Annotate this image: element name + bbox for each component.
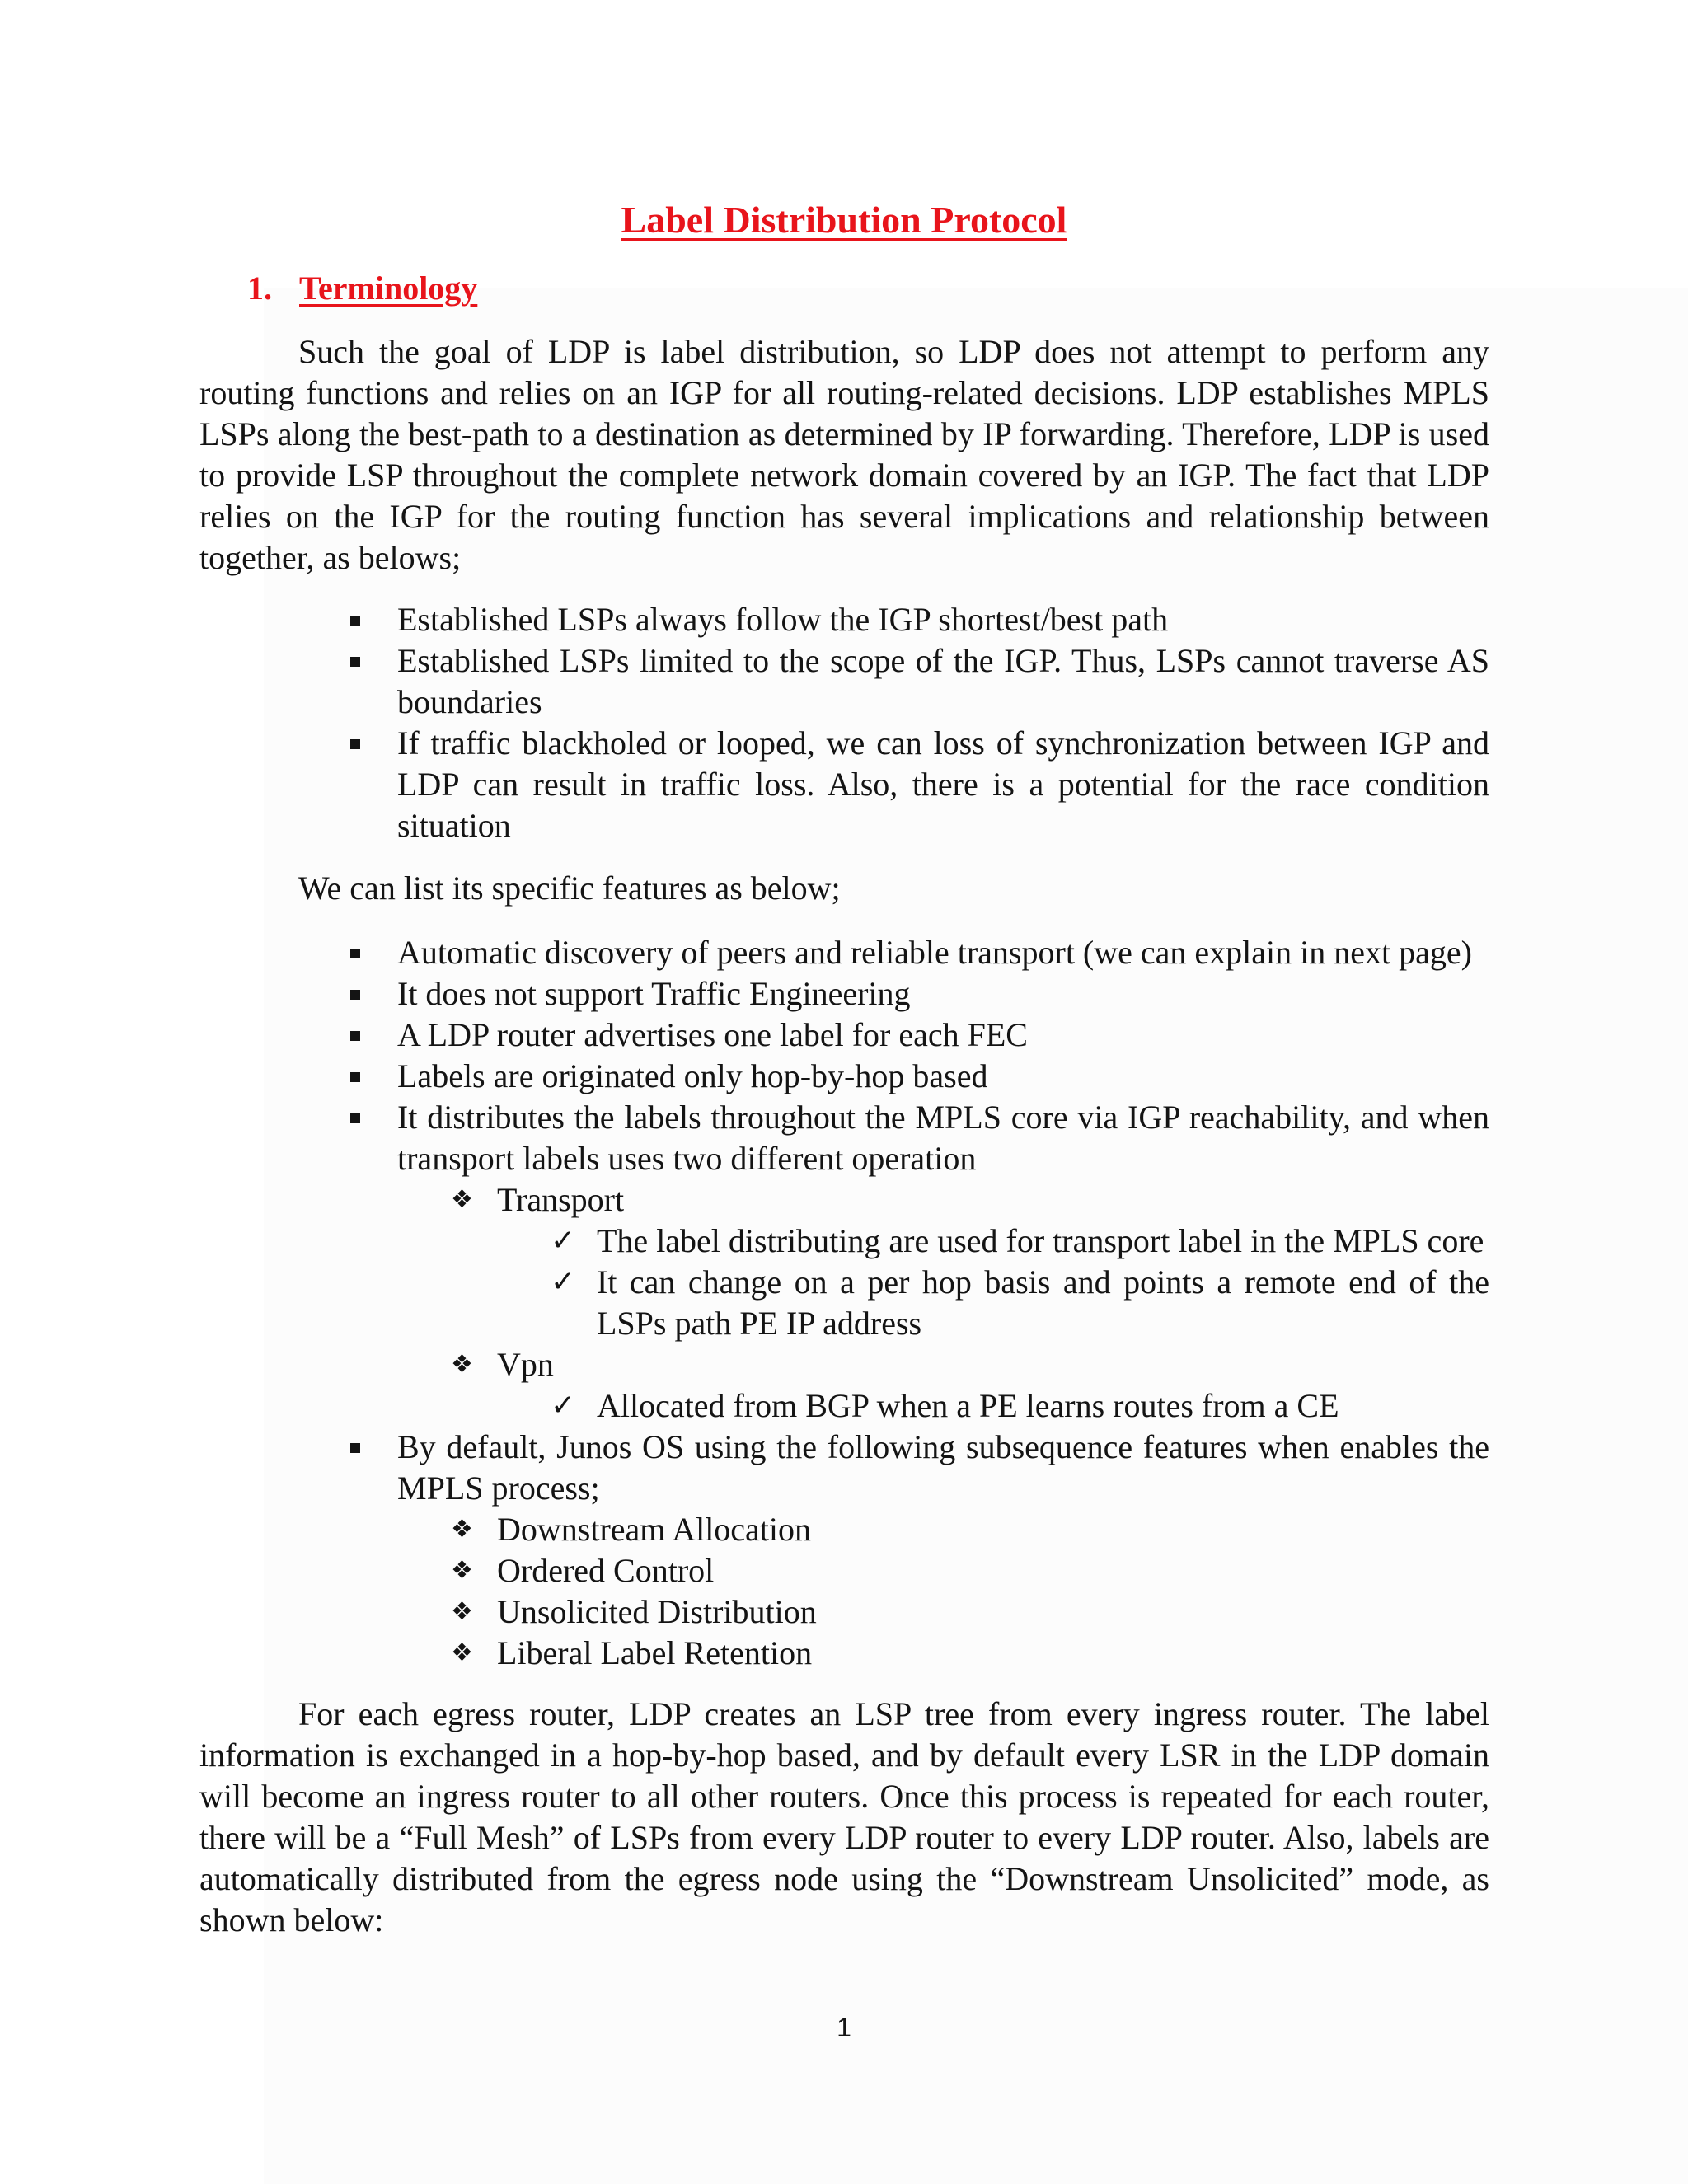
list-item: It does not support Traffic Engineering: [397, 973, 1489, 1015]
list-item: Labels are originated only hop-by-hop based: [397, 1056, 1489, 1097]
closing-paragraph: For each egress router, LDP creates an LSP tree from every ingress router. The label information is exchanged in a hop-by-hop based, and by default every LSR in the LDP domain will become an ingress router to all other routers. Once this process is repeated for each router, there will be a “Full Mesh” of LSPs from every LDP router to every LDP router. Also, labels are automatically distributed from the egress node using the “Downstream Unsolicited” mode, as shown below:: [199, 1695, 1489, 1938]
junos-feature: ❖ Unsolicited Distribution: [497, 1591, 1489, 1633]
section-title: Terminology: [299, 269, 478, 307]
list-item: Established LSPs always follow the IGP shortest/best path: [397, 599, 1489, 640]
operation-label: Transport: [497, 1181, 625, 1218]
implications-list: [397, 599, 1489, 846]
operation-transport: [497, 1179, 1489, 1344]
page-number: 1: [837, 2013, 851, 2042]
list-item-text: By default, Junos OS using the following subsequence features when enables the MPLS process;: [397, 1428, 1489, 1507]
intro-paragraph: Such the goal of LDP is label distribution, so LDP does not attempt to perform any routing functions and relies on an IGP for all routing-related decisions. LDP establishes MPLS LSPs along the best-path to a destination as determined by IP forwarding. Therefore, LDP is used to provide LSP throughout the complete network domain covered by an IGP. The fact that LDP relies on the IGP for the routing function has several implications and relationship between together, as belows;: [199, 333, 1489, 576]
operations-list: [397, 1179, 1489, 1427]
operation-vpn: [497, 1344, 1489, 1427]
check-item: ✓ It can change on a per hop basis and points a remote end of the LSPs path PE IP address: [597, 1262, 1489, 1344]
check-item: ✓ The label distributing are used for transport label in the MPLS core: [597, 1221, 1489, 1262]
operation-label: Vpn: [497, 1346, 554, 1383]
list-item: Automatic discovery of peers and reliable transport (we can explain in next page): [397, 932, 1489, 973]
transport-details: [497, 1221, 1489, 1344]
section-heading: [247, 269, 477, 307]
list-item: Established LSPs limited to the scope of the IGP. Thus, LSPs cannot traverse AS boundaries: [397, 640, 1489, 723]
list-item: A LDP router advertises one label for each FEC: [397, 1015, 1489, 1056]
features-intro: We can list its specific features as below;: [298, 869, 841, 907]
list-item: [397, 1427, 1489, 1674]
vpn-details: [497, 1385, 1489, 1427]
check-item: ✓ Allocated from BGP when a PE learns routes from a CE: [597, 1385, 1489, 1427]
junos-features-list: [397, 1509, 1489, 1674]
junos-feature: ❖ Liberal Label Retention: [497, 1633, 1489, 1674]
list-item: If traffic blackholed or looped, we can loss of synchronization between IGP and LDP can result in traffic loss. Also, there is a potential for the race condition situation: [397, 723, 1489, 846]
junos-feature: ❖ Ordered Control: [497, 1550, 1489, 1591]
junos-feature: ❖ Downstream Allocation: [497, 1509, 1489, 1550]
list-item-text: It distributes the labels throughout the MPLS core via IGP reachability, and when transport labels uses two different operation: [397, 1099, 1489, 1177]
section-number: 1.: [247, 269, 272, 307]
list-item: [397, 1097, 1489, 1427]
features-list: [397, 932, 1489, 1674]
document-title: Label Distribution Protocol: [621, 199, 1067, 241]
